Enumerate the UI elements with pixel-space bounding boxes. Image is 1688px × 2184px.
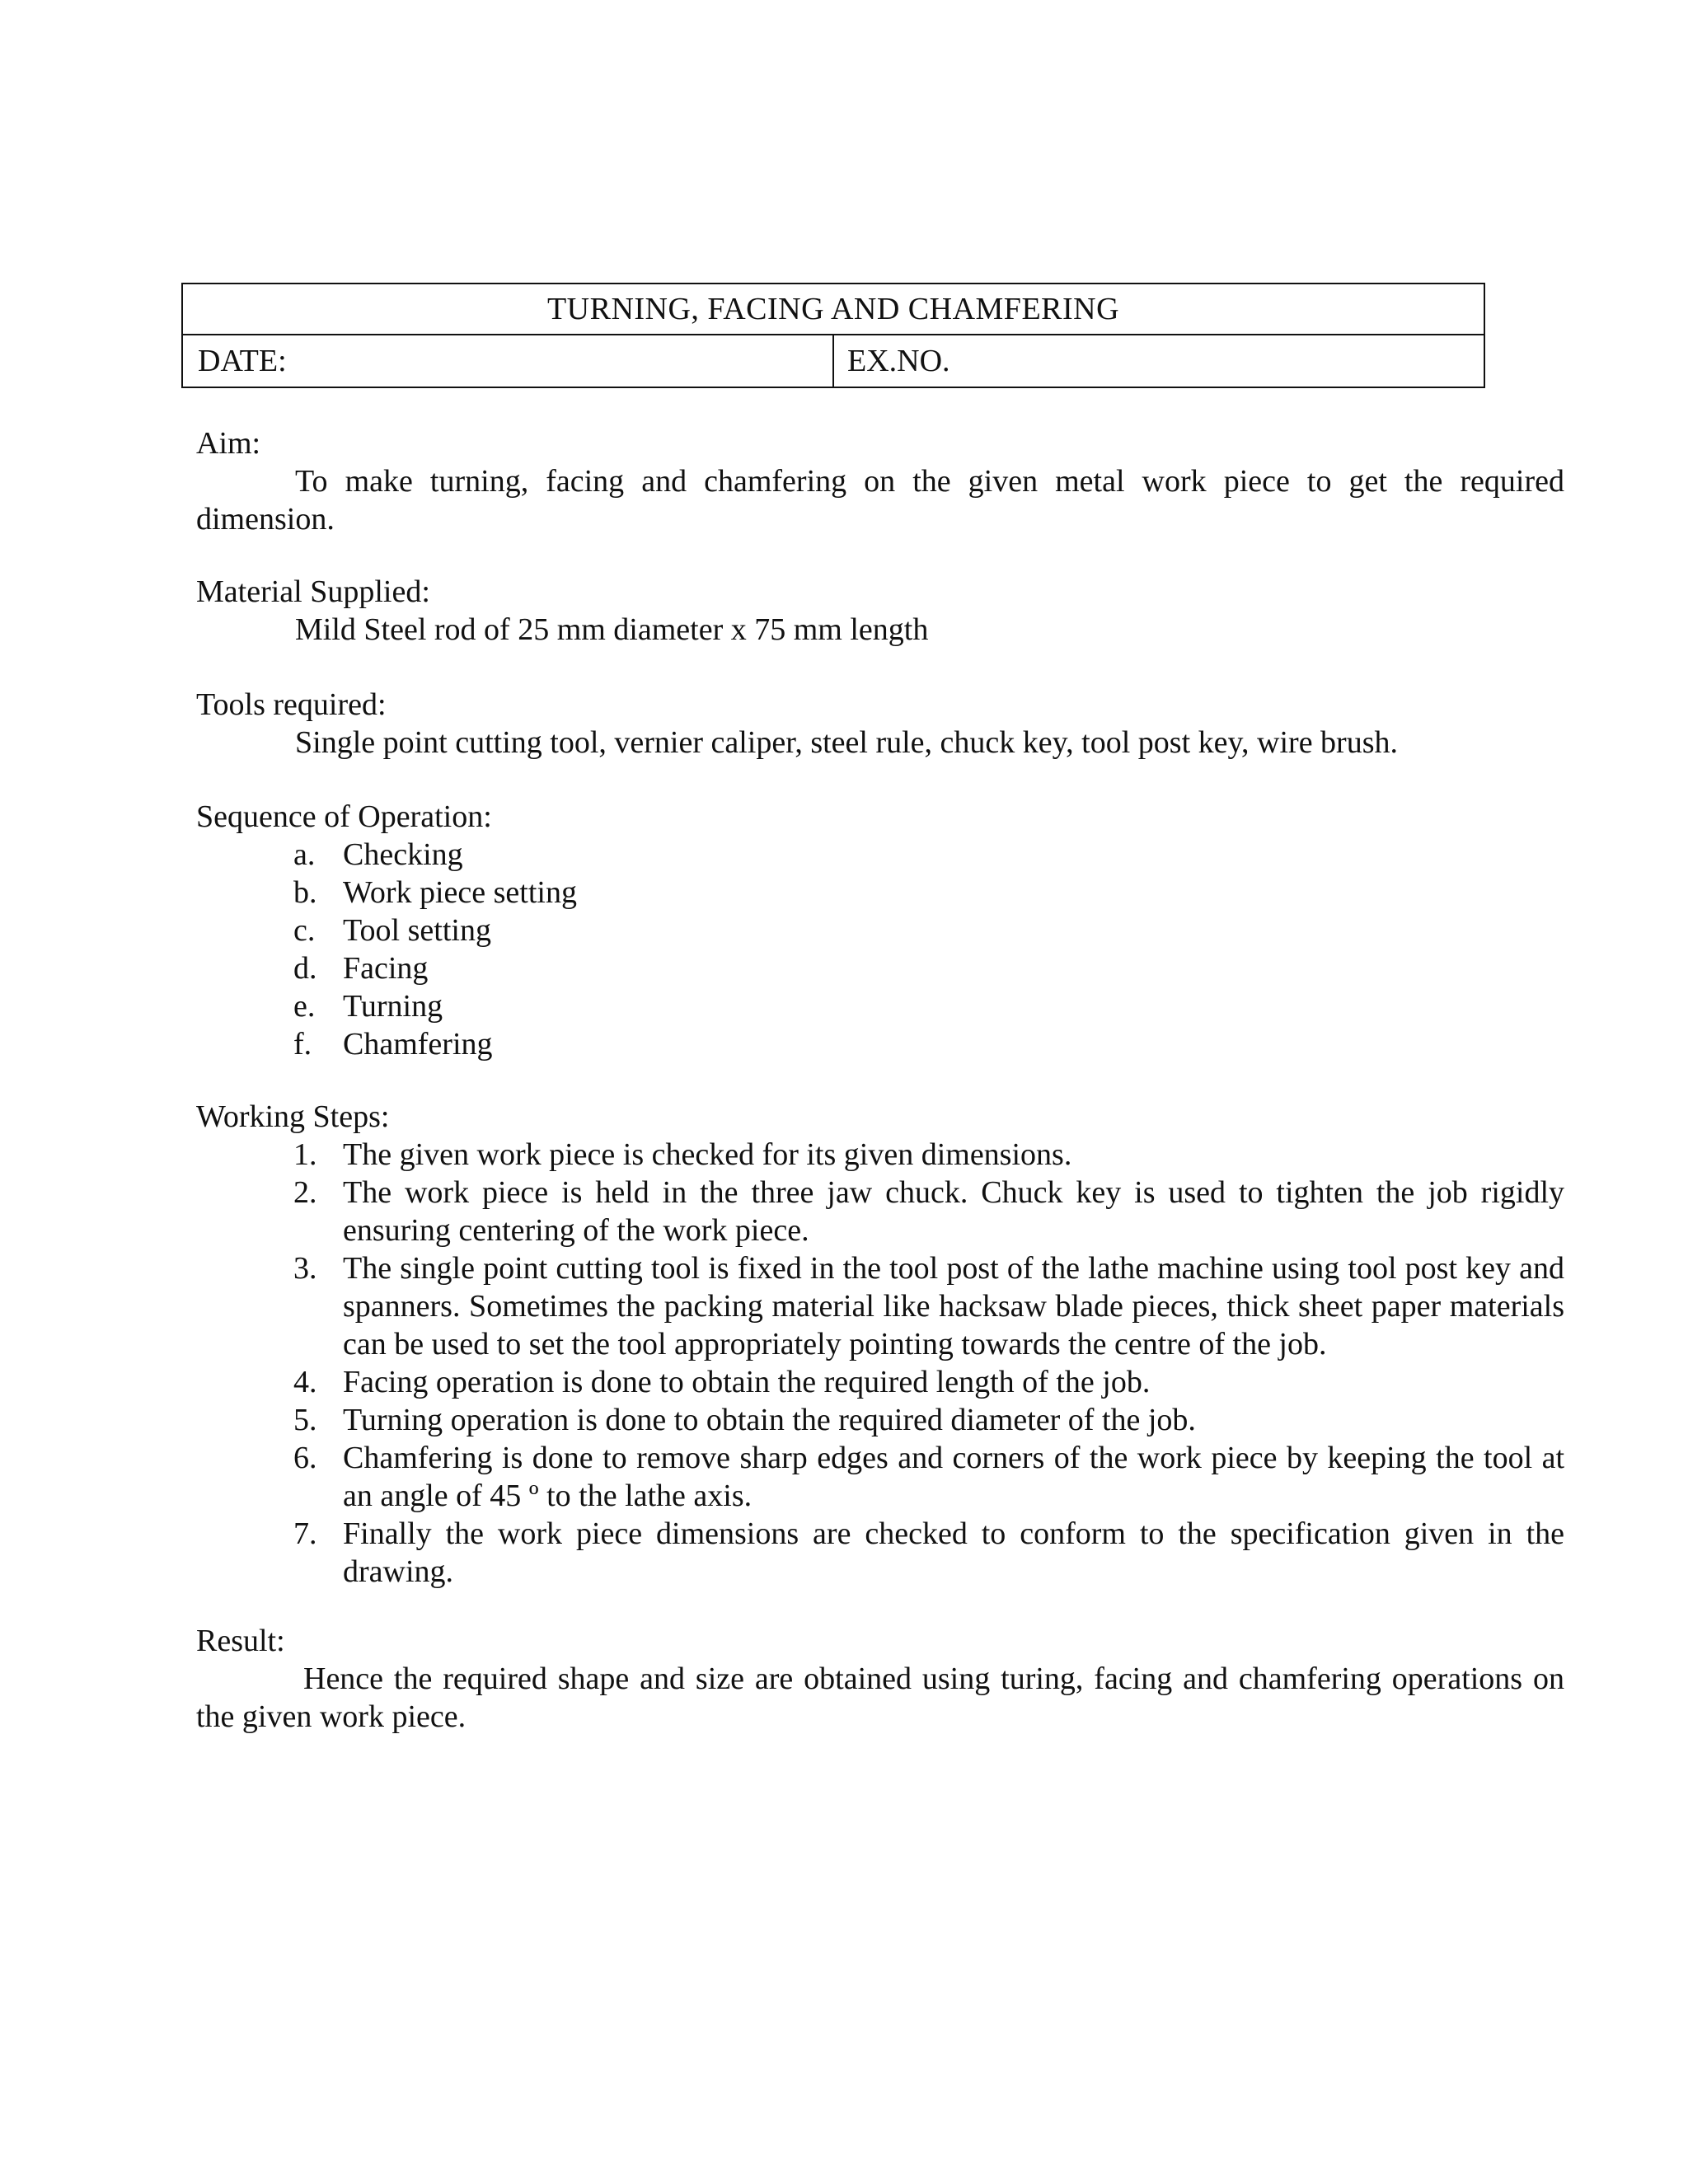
list-item bbox=[196, 874, 1564, 912]
sequence-section bbox=[196, 798, 1564, 1063]
aim-section bbox=[196, 424, 1564, 538]
material-text: Mild Steel rod of 25 mm diameter x 75 mm length bbox=[295, 612, 929, 647]
working-section bbox=[196, 1098, 1564, 1591]
list-item-text: The work piece is held in the three jaw chuck. Chuck key is used to tighten the job rigidly ensuring centering of the work piece. bbox=[343, 1175, 1564, 1248]
header-table bbox=[181, 283, 1485, 388]
sequence-list bbox=[196, 836, 1564, 1063]
list-item-text: Facing operation is done to obtain the required length of the job. bbox=[343, 1365, 1151, 1399]
tools-section bbox=[196, 686, 1564, 762]
list-item bbox=[196, 1515, 1564, 1591]
list-item bbox=[196, 1249, 1564, 1363]
material-section bbox=[196, 573, 1564, 649]
list-item bbox=[196, 836, 1564, 874]
list-item bbox=[196, 1025, 1564, 1063]
aim-text: To make turning, facing and chamfering on the given metal work piece to get the required dimension. bbox=[196, 464, 1564, 537]
list-item bbox=[196, 1174, 1564, 1249]
material-heading: Material Supplied: bbox=[196, 574, 430, 609]
header-row bbox=[183, 335, 1484, 387]
list-item-text: Chamfering is done to remove sharp edges and corners of the work piece by keeping the tool at an angle of 45 º to the lathe axis. bbox=[343, 1441, 1564, 1513]
list-marker: 3. bbox=[293, 1251, 317, 1286]
list-item bbox=[196, 1363, 1564, 1401]
list-marker: 1. bbox=[293, 1137, 317, 1172]
list-marker: b. bbox=[293, 875, 317, 910]
list-marker: 7. bbox=[293, 1516, 317, 1551]
list-marker: d. bbox=[293, 951, 317, 986]
list-item bbox=[196, 1401, 1564, 1439]
list-marker: 5. bbox=[293, 1403, 317, 1437]
list-item-text: Work piece setting bbox=[343, 875, 577, 910]
list-marker: e. bbox=[293, 989, 316, 1024]
exno-cell: EX.NO. bbox=[847, 344, 950, 378]
list-item bbox=[196, 949, 1564, 987]
list-marker: c. bbox=[293, 913, 316, 948]
list-item bbox=[196, 1439, 1564, 1515]
list-item-text: The given work piece is checked for its given dimensions. bbox=[343, 1137, 1072, 1172]
working-heading: Working Steps: bbox=[196, 1099, 390, 1134]
list-marker: 2. bbox=[293, 1175, 317, 1210]
list-item-text: Finally the work piece dimensions are checked to conform to the specification given in the drawing. bbox=[343, 1516, 1564, 1589]
list-item-text: Facing bbox=[343, 951, 429, 986]
list-item-text: Tool setting bbox=[343, 913, 491, 948]
list-item bbox=[196, 987, 1564, 1025]
list-item bbox=[196, 1136, 1564, 1174]
result-text: Hence the required shape and size are obtained using turing, facing and chamfering operations on the given work piece. bbox=[196, 1661, 1564, 1734]
list-item-text: Chamfering bbox=[343, 1027, 493, 1062]
list-marker: a. bbox=[293, 837, 316, 872]
list-item bbox=[196, 912, 1564, 949]
aim-heading: Aim: bbox=[196, 426, 261, 461]
tools-heading: Tools required: bbox=[196, 687, 387, 722]
result-heading: Result: bbox=[196, 1624, 285, 1658]
date-cell: DATE: bbox=[183, 335, 834, 387]
list-item-text: Turning bbox=[343, 989, 443, 1024]
tools-text: Single point cutting tool, vernier caliper, steel rule, chuck key, tool post key, wire brush. bbox=[295, 725, 1398, 760]
sequence-heading: Sequence of Operation: bbox=[196, 799, 492, 834]
working-steps-list bbox=[196, 1136, 1564, 1591]
list-item-text: The single point cutting tool is fixed in the tool post of the lathe machine using tool post key and spanners. Sometimes the packing material like hacksaw blade pieces, thick sheet paper materials can be used to set the tool appropriately pointing towards the centre of the job. bbox=[343, 1251, 1564, 1361]
result-section bbox=[196, 1622, 1564, 1736]
exercise-title: TURNING, FACING AND CHAMFERING bbox=[183, 284, 1484, 335]
list-marker: 6. bbox=[293, 1441, 317, 1475]
list-marker: f. bbox=[293, 1027, 312, 1062]
list-item-text: Checking bbox=[343, 837, 463, 872]
list-item-text: Turning operation is done to obtain the required diameter of the job. bbox=[343, 1403, 1196, 1437]
list-marker: 4. bbox=[293, 1365, 317, 1399]
